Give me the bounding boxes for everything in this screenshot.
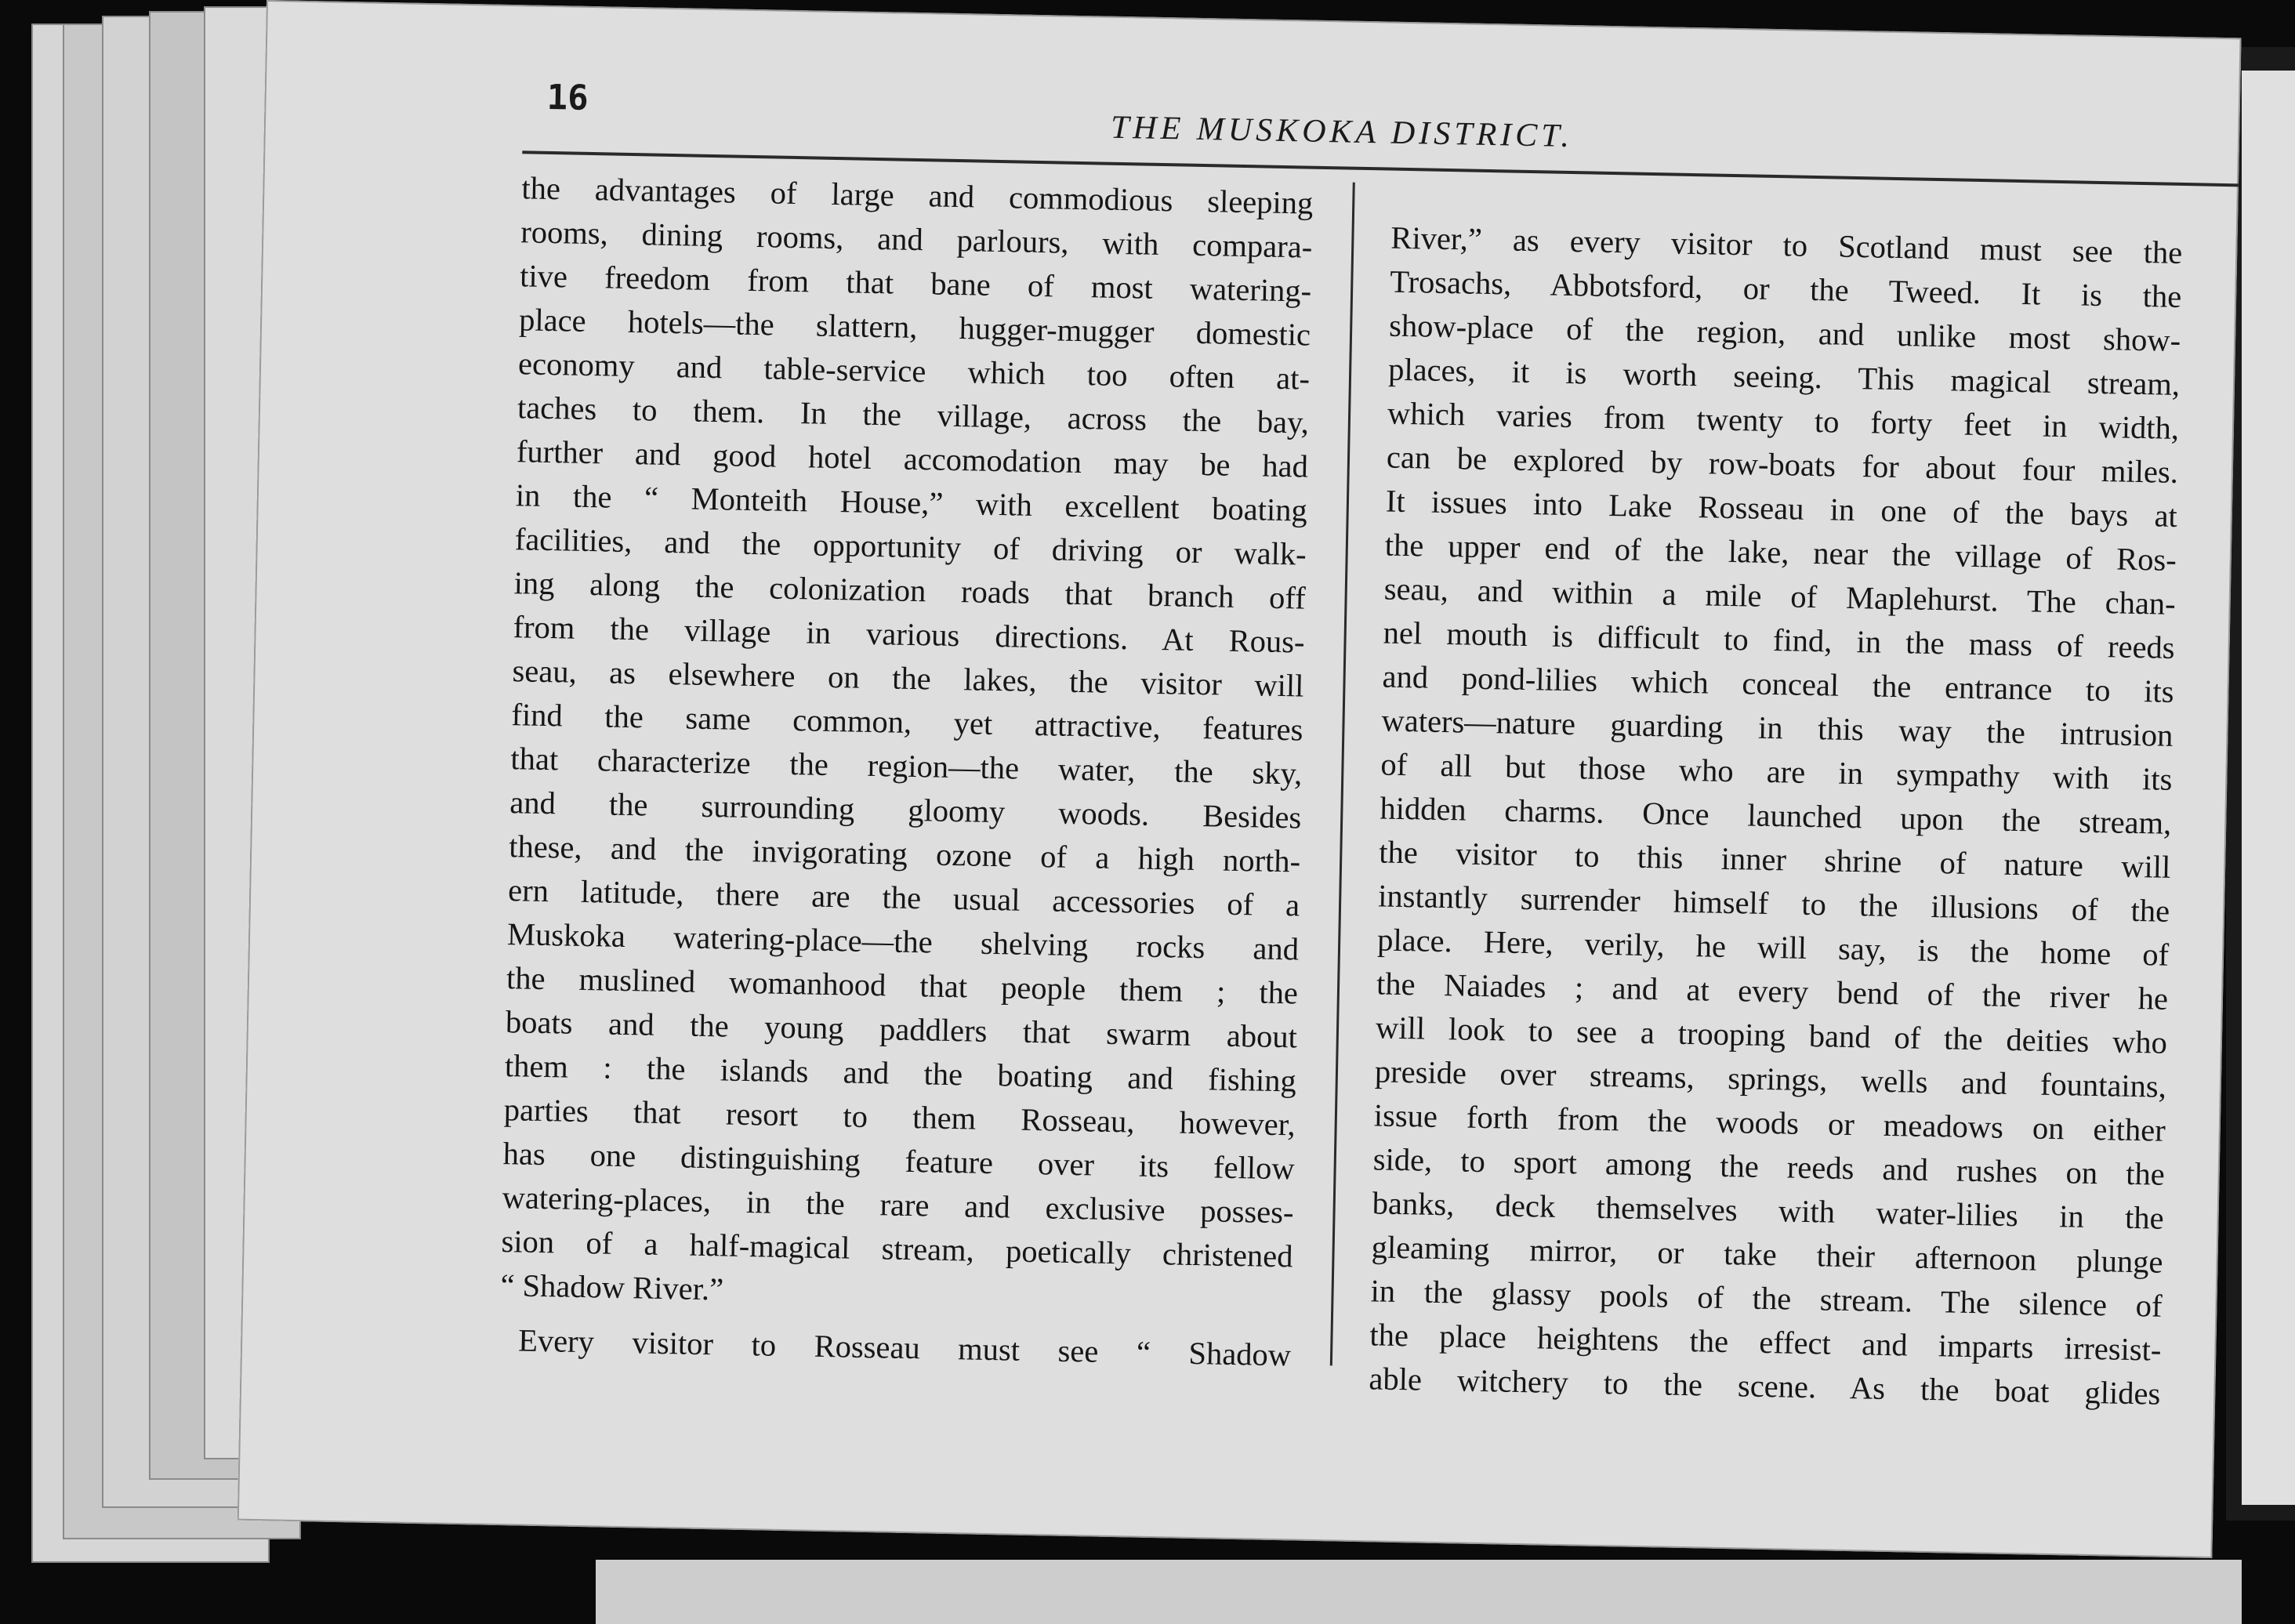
- text-line: “ Shadow River.”: [500, 1267, 724, 1307]
- text-line: these, and the invigorating ozone of a high north-: [508, 828, 1301, 879]
- text-line: Muskoka watering-place—the shelving rocks and: [506, 916, 1300, 967]
- page-number: 16: [546, 77, 589, 118]
- book-cover-edge: [596, 1560, 2242, 1624]
- text-line: rooms, dining rooms, and parlours, with compara-: [520, 214, 1313, 265]
- text-line: place. Here, verily, he will say, is the home of: [1376, 922, 2170, 973]
- text-line: ing along the colonization roads that branch off: [513, 565, 1307, 616]
- text-line: parties that resort to them Rosseau, however,: [503, 1092, 1296, 1143]
- text-line: waters—nature guarding in this way the intrusion: [1381, 702, 2174, 753]
- text-line: facilities, and the opportunity of driving or walk-: [514, 521, 1307, 572]
- text-line: nel mouth is difficult to find, in the mass of reeds: [1383, 614, 2176, 665]
- text-line: and pond-lilies which conceal the entrance to its: [1382, 658, 2174, 709]
- text-line: able witchery to the scene. As the boat glides: [1369, 1361, 2161, 1412]
- right-column: [1369, 216, 2183, 1416]
- facing-page-edge: [2242, 71, 2295, 1505]
- text-line: gleaming mirror, or take their afternoon plunge: [1371, 1229, 2163, 1280]
- column-divider: [1330, 183, 1355, 1366]
- text-line: boats and the young paddlers that swarm about: [505, 1004, 1298, 1055]
- text-line: the place heightens the effect and imparts irresist-: [1369, 1317, 2162, 1368]
- text-line: Trosachs, Abbotsford, or the Tweed. It is the: [1389, 263, 2182, 314]
- text-line: economy and table-service which too often at-: [517, 346, 1311, 397]
- text-line: the Naiades ; and at every bend of the river he: [1376, 966, 2169, 1017]
- text-line: issue forth from the woods or meadows on either: [1373, 1097, 2166, 1148]
- text-line: hidden charms. Once launched upon the stream,: [1380, 790, 2172, 841]
- text-line: place hotels—the slattern, hugger-mugger domestic: [518, 302, 1311, 353]
- text-line: in the glassy pools of the stream. The silence of: [1370, 1273, 2163, 1324]
- text-line: places, it is worth seeing. This magical stream,: [1387, 351, 2181, 402]
- text-line: that characterize the region—the water, the sky,: [510, 741, 1303, 792]
- text-line: taches to them. In the village, across the bay,: [517, 390, 1310, 440]
- text-line: in the “ Monteith House,” with excellent boating: [515, 477, 1308, 528]
- text-line: side, to sport among the reeds and rushes on the: [1372, 1141, 2166, 1192]
- text-line: banks, deck themselves with water-lilies in the: [1372, 1185, 2165, 1236]
- text-line: seau, and within a mile of Maplehurst. The chan-: [1383, 571, 2177, 622]
- text-line: show-place of the region, and unlike most show-: [1388, 307, 2181, 358]
- text-line: has one distinguishing feature over its fellow: [502, 1136, 1296, 1187]
- paragraph-first-line: Every visitor to Rosseau must see “ Shadow: [517, 1322, 1292, 1373]
- text-line: which varies from twenty to forty feet in width,: [1387, 395, 2180, 446]
- text-line: preside over streams, springs, wells and fountains,: [1374, 1053, 2167, 1104]
- book-page: [237, 0, 2242, 1558]
- text-line: the advantages of large and commodious sleeping: [521, 170, 1314, 221]
- text-line: the visitor to this inner shrine of nature will: [1378, 834, 2171, 885]
- text-line: ern latitude, there are the usual accessories of a: [507, 872, 1300, 923]
- text-line: It issues into Lake Rosseau in one of the bays at: [1385, 483, 2178, 534]
- text-line: tive freedom from that bane of most watering-: [519, 258, 1312, 309]
- text-line: can be explored by row-boats for about four miles.: [1386, 439, 2179, 490]
- text-line: further and good hotel accomodation may be had: [516, 433, 1309, 484]
- text-line: the muslined womanhood that people them ; the: [506, 960, 1299, 1011]
- text-line: them : the islands and the boating and fishing: [504, 1048, 1297, 1099]
- text-line: from the village in various directions. At Rous-: [513, 609, 1305, 660]
- running-head: THE MUSKOKA DISTRICT.: [1110, 109, 1574, 155]
- text-line: the upper end of the lake, near the village of Ros-: [1384, 527, 2177, 578]
- text-line: seau, as elsewhere on the lakes, the visitor will: [512, 653, 1304, 704]
- text-line: watering-places, in the rare and exclusive posses-: [502, 1180, 1294, 1231]
- text-line: of all but those who are in sympathy with its: [1380, 746, 2173, 797]
- text-line: and the surrounding gloomy woods. Besides: [509, 785, 1302, 836]
- text-line: will look to see a trooping band of the deities who: [1375, 1010, 2168, 1060]
- text-line: instantly surrender himself to the illusions of the: [1377, 878, 2170, 929]
- left-column: [499, 166, 1314, 1377]
- text-line: sion of a half-magical stream, poetically christened: [501, 1223, 1293, 1274]
- text-line: River,” as every visitor to Scotland must see the: [1390, 219, 2183, 270]
- text-line: find the same common, yet attractive, features: [511, 697, 1303, 748]
